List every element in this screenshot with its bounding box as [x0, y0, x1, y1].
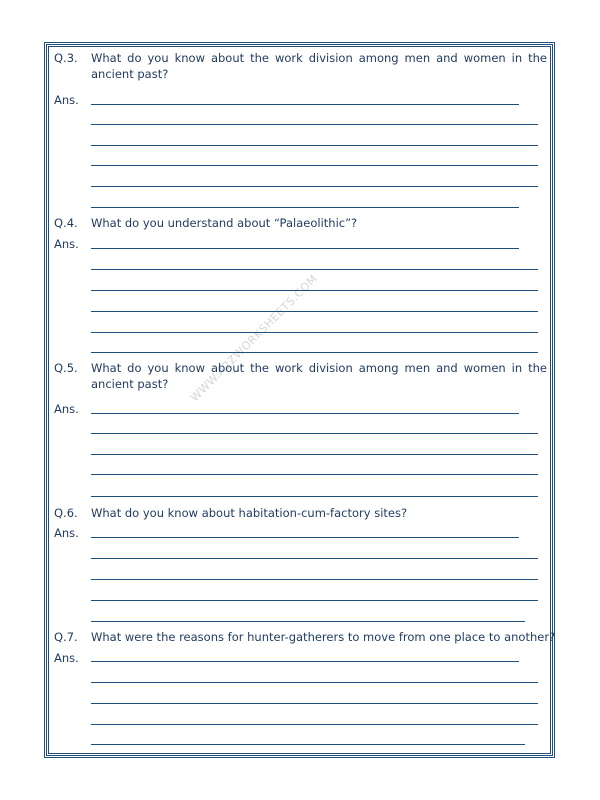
question-number: Q.5.	[54, 361, 78, 375]
answer-line[interactable]	[91, 165, 538, 166]
answer-line[interactable]	[91, 124, 538, 125]
answer-line[interactable]	[91, 661, 519, 662]
answer-label: Ans.	[54, 402, 79, 416]
answer-line[interactable]	[91, 186, 538, 187]
answer-line[interactable]	[91, 433, 538, 434]
question-text: What do you know about the work division among men and women in the ancient past?	[91, 361, 547, 391]
answer-line[interactable]	[91, 413, 519, 414]
question-number: Q.6.	[54, 506, 78, 520]
answer-line[interactable]	[91, 621, 525, 622]
answer-line[interactable]	[91, 744, 525, 745]
answer-line[interactable]	[91, 269, 538, 270]
answer-line[interactable]	[91, 454, 538, 455]
question-text: What do you understand about “Palaeolithic”?	[91, 216, 358, 230]
answer-line[interactable]	[91, 703, 538, 704]
answer-line[interactable]	[91, 579, 538, 580]
answer-line[interactable]	[91, 682, 538, 683]
answer-label: Ans.	[54, 93, 79, 107]
answer-line[interactable]	[91, 496, 538, 497]
answer-line[interactable]	[91, 474, 538, 475]
answer-label: Ans.	[54, 237, 79, 251]
answer-line[interactable]	[91, 311, 538, 312]
question-text: What were the reasons for hunter-gatherers to move from one place to another?	[91, 630, 556, 644]
answer-line[interactable]	[91, 352, 538, 353]
answer-line[interactable]	[91, 724, 538, 725]
answer-line[interactable]	[91, 558, 538, 559]
answer-line[interactable]	[91, 145, 538, 146]
answer-label: Ans.	[54, 651, 79, 665]
question-number: Q.7.	[54, 630, 78, 644]
answer-line[interactable]	[91, 537, 519, 538]
page-border-inner	[48, 46, 551, 754]
answer-line[interactable]	[91, 290, 538, 291]
question-number: Q.3.	[54, 51, 78, 65]
answer-line[interactable]	[91, 600, 538, 601]
answer-line[interactable]	[91, 332, 538, 333]
question-text: What do you know about the work division among men and women in the ancient past?	[91, 51, 547, 81]
answer-label: Ans.	[54, 526, 79, 540]
watermark: WWW.A2ZWORKSHEETS.COM	[188, 271, 321, 405]
question-number: Q.4.	[54, 216, 78, 230]
answer-line[interactable]	[91, 104, 519, 105]
answer-line[interactable]	[91, 207, 519, 208]
answer-line[interactable]	[91, 248, 519, 249]
question-text: What do you know about habitation-cum-factory sites?	[91, 506, 408, 520]
